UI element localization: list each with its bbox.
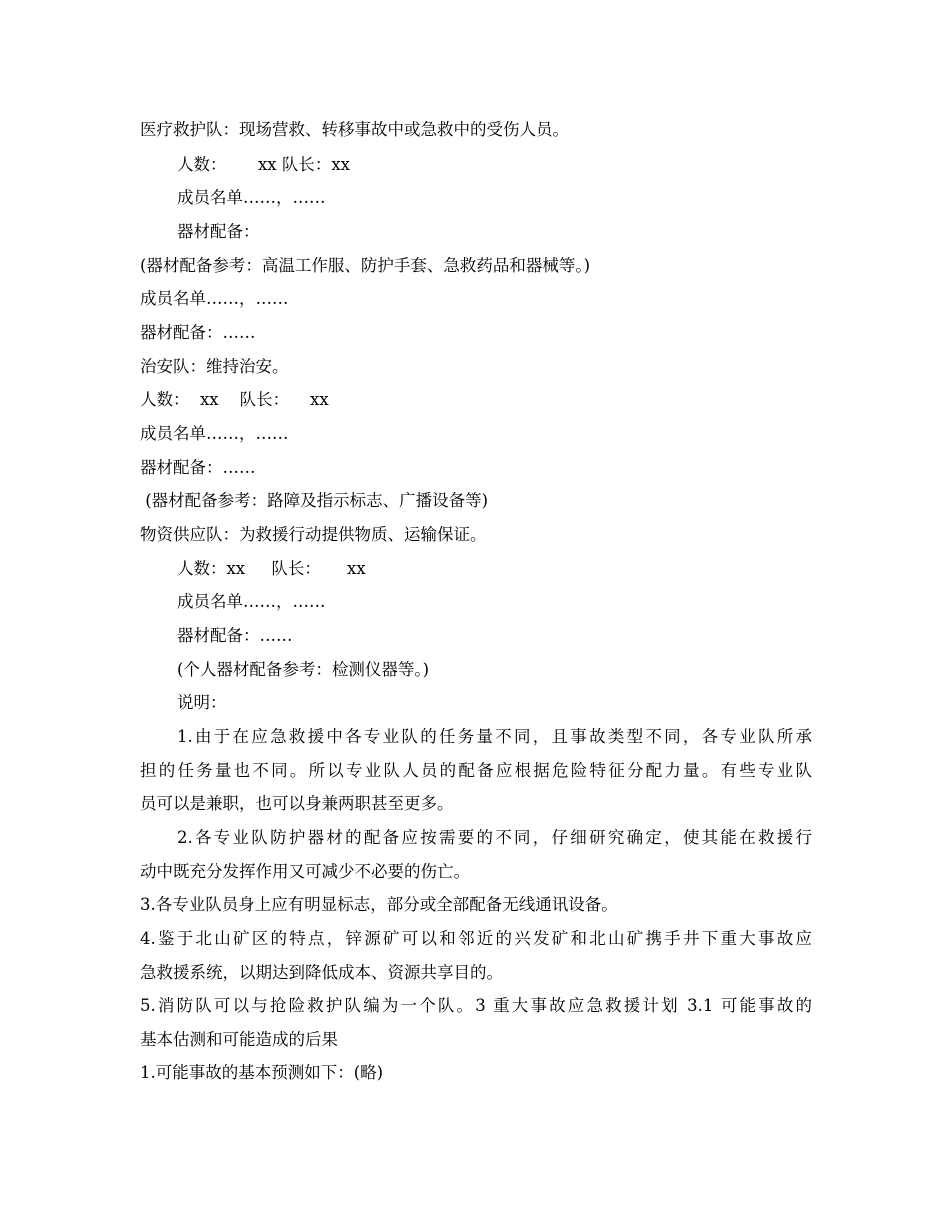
text-line: 基本估测和可能造成的后果	[140, 1030, 338, 1049]
text-line: 成员名单……，……	[140, 424, 289, 443]
text-line: 器材配备：……	[177, 626, 293, 645]
text-line: 成员名单……，……	[140, 289, 289, 308]
text-line: 成员名单……，……	[177, 188, 326, 207]
text-line: 人数： xx 队长：xx	[177, 155, 350, 174]
text-line: (器材配备参考：高温工作服、防护手套、急救药品和器械等。)	[140, 256, 591, 275]
text-line: 1.可能事故的基本预测如下：(略)	[140, 1063, 384, 1082]
text-line: 治安队：维持治安。	[140, 357, 289, 376]
text-line: 人数：xx 队长： xx	[177, 559, 366, 578]
text-line: 5.消防队可以与抢险救护队编为一个队。3 重大事故应急救援计划 3.1 可能事故的	[140, 996, 812, 1015]
text-line: 器材配备：……	[140, 323, 256, 342]
text-line: 医疗救护队：现场营救、转移事故中或急救中的受伤人员。	[140, 120, 569, 139]
text-line: (器材配备参考：路障及指示标志、广播设备等)	[140, 491, 489, 510]
text-line: 器材配备：	[177, 222, 260, 241]
text-line: 动中既充分发挥作用又可减少不必要的伤亡。	[140, 862, 470, 881]
text-line: (个人器材配备参考：检测仪器等。)	[177, 660, 430, 679]
text-line: 说明：	[177, 693, 227, 712]
text-line: 物资供应队：为救援行动提供物质、运输保证。	[140, 525, 487, 544]
text-line: 4.鉴于北山矿区的特点，锌源矿可以和邻近的兴发矿和北山矿携手井下重大事故应	[140, 929, 812, 948]
text-line: 急救援系统，以期达到降低成本、资源共享目的。	[140, 963, 503, 982]
text-line: 1.由于在应急救援中各专业队的任务量不同，且事故类型不同，各专业队所承	[177, 727, 812, 746]
text-line: 器材配备：……	[140, 458, 256, 477]
text-line: 成员名单……，……	[177, 592, 326, 611]
text-line: 2.各专业队防护器材的配备应按需要的不同，仔细研究确定，使其能在救援行	[177, 828, 812, 847]
text-line: 员可以是兼职，也可以身兼两职甚至更多。	[140, 794, 454, 813]
text-line: 担的任务量也不同。所以专业队人员的配备应根据危险特征分配力量。有些专业队	[140, 761, 812, 780]
text-line: 人数： xx 队长： xx	[140, 390, 329, 409]
text-line: 3.各专业队员身上应有明显标志，部分或全部配备无线通讯设备。	[140, 895, 618, 914]
